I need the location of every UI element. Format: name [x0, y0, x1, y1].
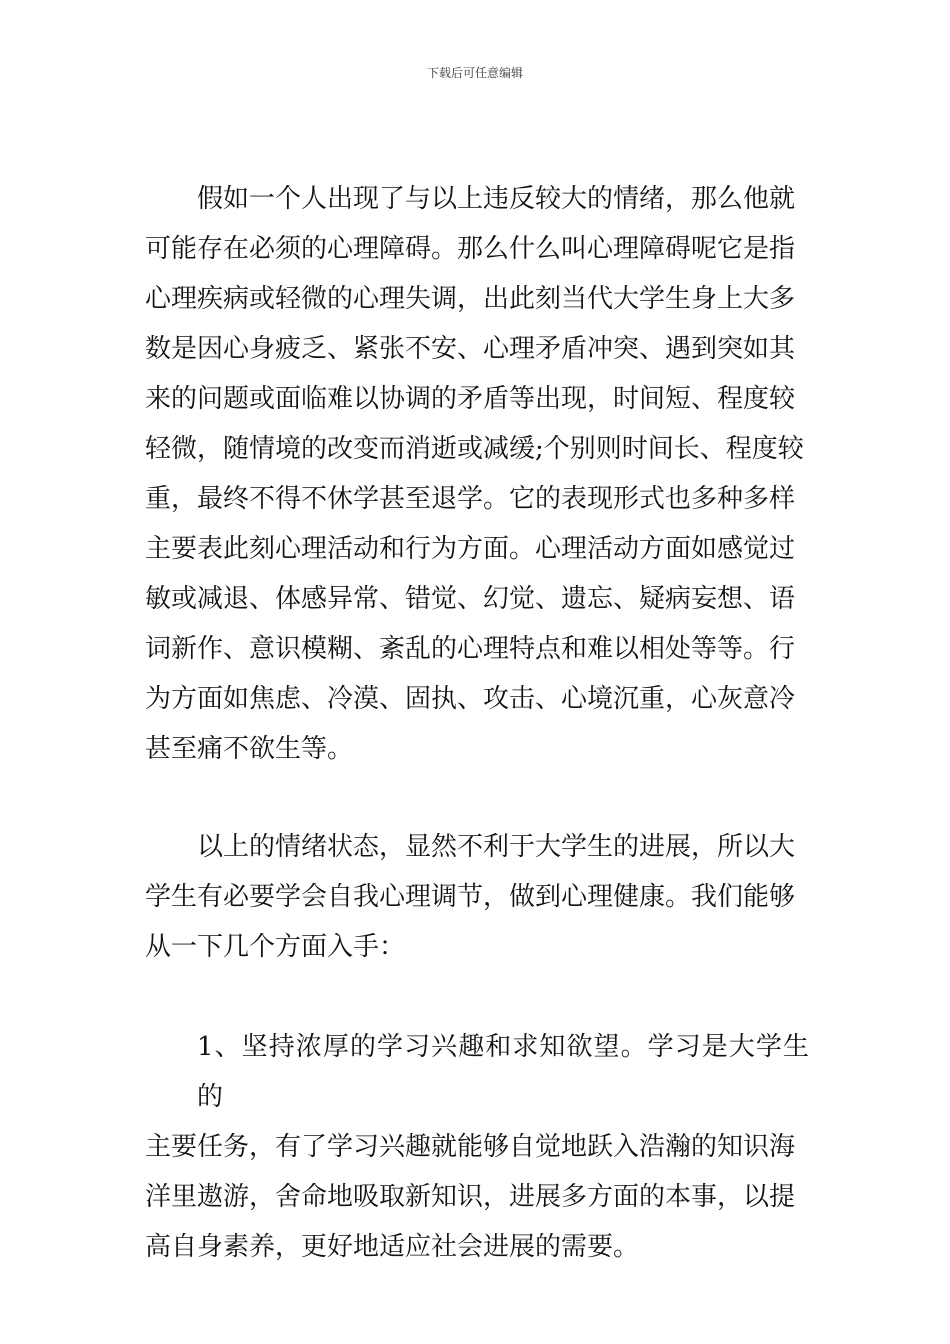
paragraph-line: 学生有必要学会自我心理调节，做到心理健康。我们能够 [145, 882, 796, 912]
paragraph-line: 数是因心身疲乏、紧张不安、心理矛盾冲突、遇到突如其 [145, 334, 796, 364]
paragraph-line: 高自身素养，更好地适应社会进展的需要。 [145, 1232, 640, 1262]
paragraph-line: 1、坚持浓厚的学习兴趣和求知欲望。学习是大学生的 [197, 1032, 809, 1112]
paragraph-line: 为方面如焦虑、冷漠、固执、攻击、心境沉重，心灰意冷 [145, 684, 796, 714]
paragraph-line: 主要表此刻心理活动和行为方面。心理活动方面如感觉过 [145, 534, 796, 564]
paragraph-line: 来的问题或面临难以协调的矛盾等出现，时间短、程度较 [145, 384, 796, 414]
paragraph-line: 可能存在必须的心理障碍。那么什么叫心理障碍呢它是指 [145, 234, 796, 264]
header-note: 下载后可任意编辑 [426, 66, 523, 80]
paragraph-line: 轻微，随情境的改变而消逝或减缓;个别则时间长、程度较 [145, 434, 804, 464]
paragraph-line: 心理疾病或轻微的心理失调，出此刻当代大学生身上大多 [145, 284, 796, 314]
paragraph-line: 假如一个人出现了与以上违反较大的情绪，那么他就 [197, 184, 796, 214]
paragraph-line: 重，最终不得不休学甚至退学。它的表现形式也多种多样 [145, 484, 796, 514]
paragraph-2 [145, 822, 809, 972]
paragraph-line: 以上的情绪状态，显然不利于大学生的进展，所以大 [197, 832, 796, 862]
paragraph-1 [145, 174, 809, 774]
paragraph-line: 从一下几个方面入手： [145, 932, 406, 962]
paragraph-line: 词新作、意识模糊、紊乱的心理特点和难以相处等等。行 [145, 634, 796, 664]
paragraph-line: 甚至痛不欲生等。 [145, 734, 354, 764]
paragraph-line: 敏或减退、体感异常、错觉、幻觉、遗忘、疑病妄想、语 [145, 584, 796, 614]
paragraph-line: 洋里遨游，舍命地吸取新知识，进展多方面的本事，以提 [145, 1182, 796, 1212]
paragraph-3 [145, 1022, 809, 1272]
paragraph-line: 主要任务，有了学习兴趣就能够自觉地跃入浩瀚的知识海 [145, 1132, 796, 1162]
